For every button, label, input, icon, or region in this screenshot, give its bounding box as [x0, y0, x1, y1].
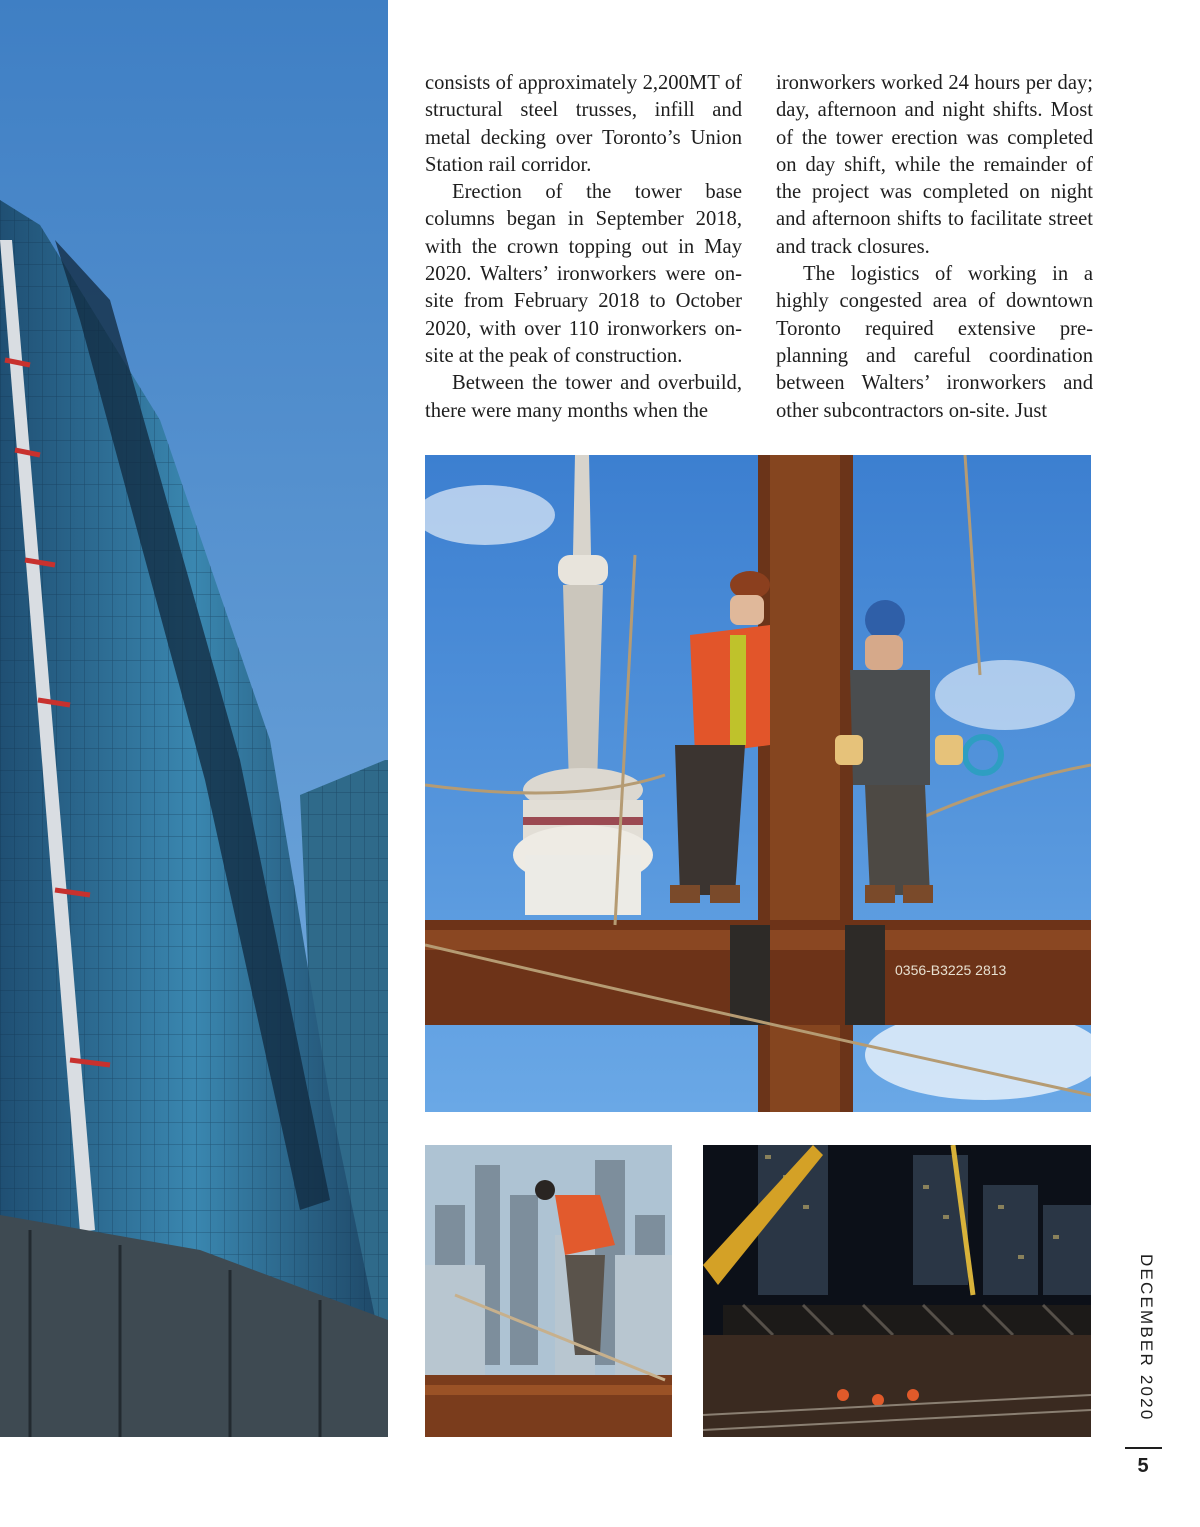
ironworker-bending-photo — [425, 1145, 672, 1437]
tower-photo — [0, 0, 388, 1437]
paragraph: The logistics of working in a highly congested area of downtown Toronto required extensive pre-planning and careful coordination between Walters’ ironworkers and other subcontractors on-site. Just — [776, 263, 1093, 422]
beam-marking: 0356-B3225 2813 — [895, 962, 1007, 978]
folio-divider — [1125, 1447, 1162, 1449]
article-column-2 — [776, 70, 1093, 425]
paragraph: consists of approximately 2,200MT of structural steel trusses, infill and metal decking over Toronto’s Union Station rail corridor. — [425, 72, 742, 176]
page-number: 5 — [1137, 1455, 1149, 1477]
paragraph: Erection of the tower base columns began in September 2018, with the crown topping out in May 2020. Walters’ ironworkers were on-site from February 2018 to October 2020, with over 110 ironworkers on-site at the peak of construction. — [425, 181, 742, 367]
paragraph: ironworkers worked 24 hours per day; day, afternoon and night shifts. Most of the tower erection was completed on day shift, while the remainder of the project was completed on night and afternoon shifts to facilitate street and track closures. — [776, 72, 1093, 258]
paragraph: Between the tower and overbuild, there were many months when the — [425, 372, 742, 422]
ironworkers-photo — [425, 455, 1091, 1112]
night-crane-photo — [703, 1145, 1091, 1437]
article-column-1 — [425, 70, 742, 425]
issue-date: DECEMBER 2020 — [1137, 1254, 1156, 1422]
